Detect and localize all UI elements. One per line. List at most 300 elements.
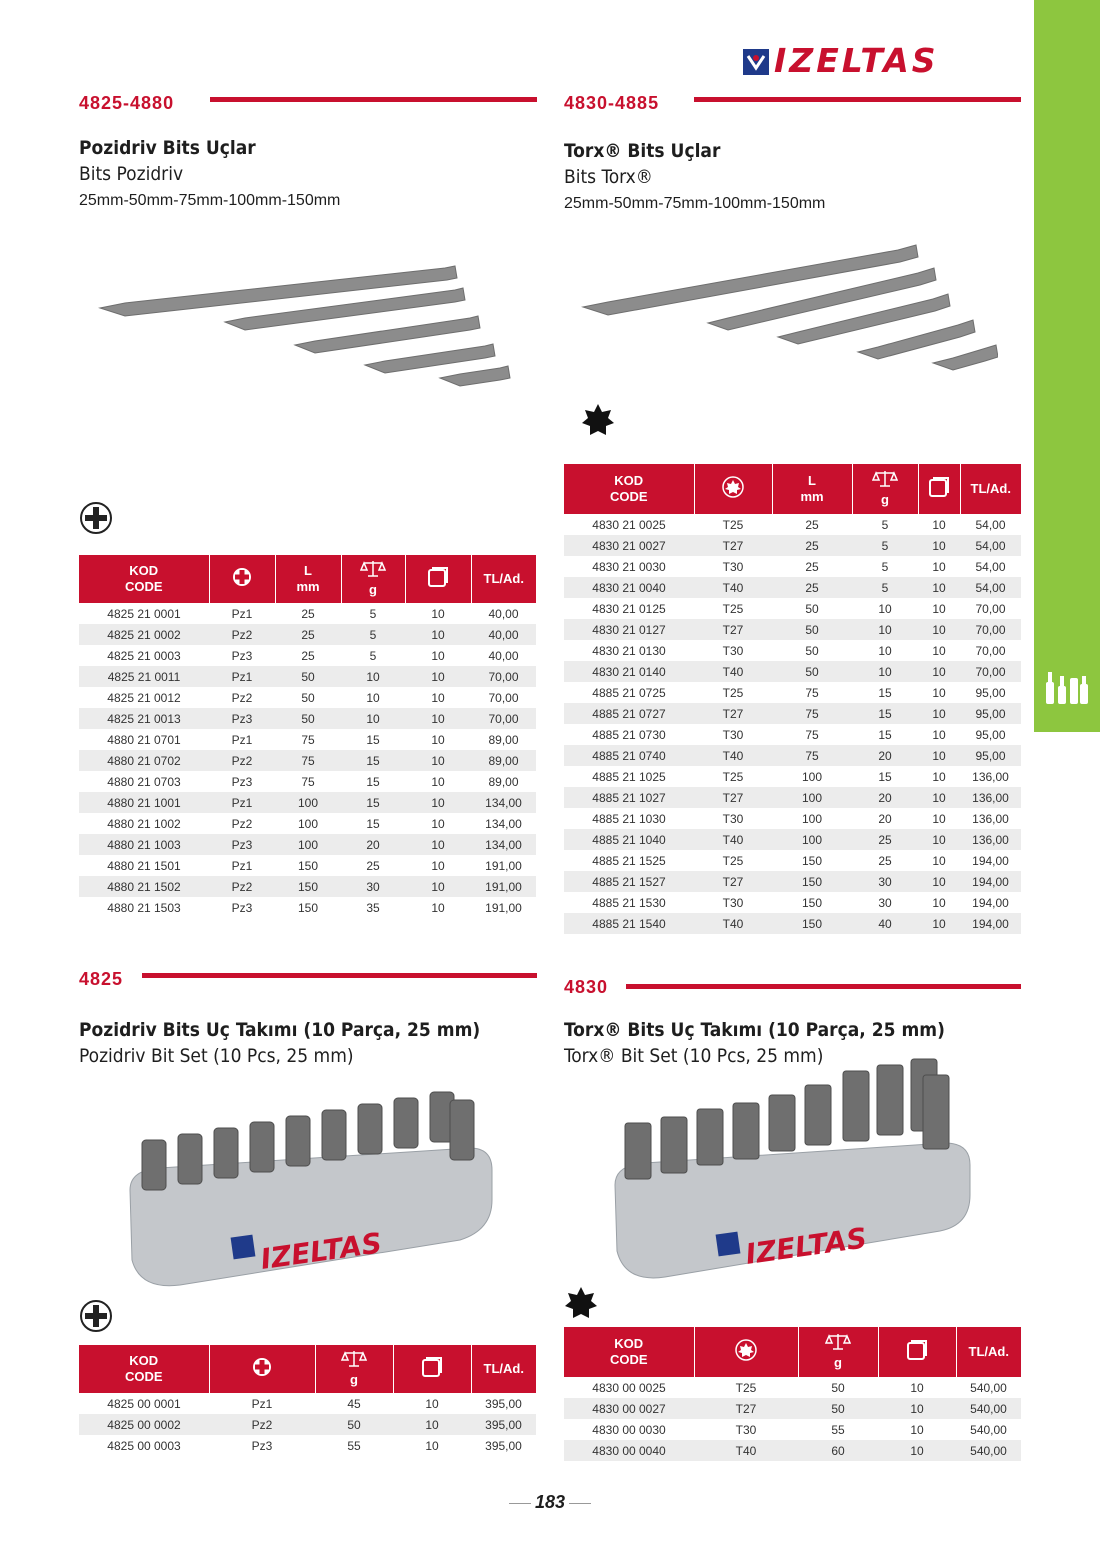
table-cell: 54,00 (960, 577, 1021, 598)
table-cell: 194,00 (972, 895, 1009, 910)
torx-icon (722, 476, 744, 498)
product-title: Torx® Bits Uçlar (564, 140, 721, 162)
table-row (564, 850, 1021, 871)
table-cell: T25 (722, 601, 744, 616)
table-cell: 4830 21 0140 (564, 661, 694, 682)
table-cell: Pz3 (231, 648, 253, 663)
table-cell: T30 (735, 1422, 757, 1437)
header-kod: KOD (614, 473, 644, 488)
table-cell: 40,00 (488, 606, 519, 621)
pozidriv-icon (232, 567, 252, 587)
table-cell: 75 (805, 727, 819, 742)
table-cell: T27 (694, 619, 772, 640)
table-cell: T27 (694, 871, 772, 892)
table-cell: 10 (405, 876, 471, 897)
table-cell: Pz3 (231, 774, 253, 789)
brand-wordmark: IZELTAS (774, 41, 939, 80)
product-subtitle: Pozidriv Bit Set (10 Pcs, 25 mm) (79, 1045, 354, 1067)
table-cell: T30 (722, 811, 744, 826)
table-cell: 10 (405, 708, 471, 729)
table-cell: 10 (852, 661, 918, 682)
table-cell: 4880 21 1501 (107, 858, 181, 873)
product-subtitle: Bits Pozidriv (79, 163, 184, 185)
table-cell: 25 (852, 829, 918, 850)
table-cell: 4885 21 1527 (564, 871, 694, 892)
table-row (564, 619, 1021, 640)
pozidriv-bit-set-image (120, 1070, 500, 1290)
header-price: TL/Ad. (956, 1327, 1021, 1377)
size-range: 25mm-50mm-75mm-100mm-150mm (564, 195, 826, 212)
table-cell: 4885 21 1025 (592, 769, 666, 784)
table-cell: 4885 21 1525 (592, 853, 666, 868)
table-cell: T25 (722, 853, 744, 868)
table-cell: 40,00 (471, 624, 536, 645)
table-cell: 150 (772, 913, 852, 934)
table-cell: 30 (878, 895, 892, 910)
box-icon (906, 1339, 928, 1361)
header-price: TL/Ad. (960, 464, 1021, 514)
table-cell: 50 (805, 643, 819, 658)
table-row (79, 834, 536, 855)
table-cell: Pz2 (209, 1414, 315, 1435)
table-cell: 10 (918, 829, 960, 850)
table-cell: 5 (852, 535, 918, 556)
table-cell: 10 (431, 606, 445, 621)
table-cell: 25 (301, 606, 315, 621)
set-brand-text: IZELTAS (743, 1221, 869, 1271)
product-subtitle: Torx® Bit Set (10 Pcs, 25 mm) (564, 1045, 824, 1067)
table-cell: 10 (932, 559, 946, 574)
table-row (564, 1377, 1021, 1398)
table-row (79, 1393, 536, 1414)
table-cell: 50 (772, 619, 852, 640)
table-cell: 15 (366, 732, 380, 747)
category-sidebar (1034, 0, 1100, 732)
table-cell: 5 (341, 624, 405, 645)
table-cell: 4880 21 1502 (79, 876, 209, 897)
table-row (564, 1419, 1021, 1440)
table-cell: 50 (831, 1380, 845, 1395)
table-cell: Pz2 (209, 876, 275, 897)
divider (626, 984, 1021, 989)
table-cell: 136,00 (960, 829, 1021, 850)
table-cell: 136,00 (960, 787, 1021, 808)
table-cell: 10 (431, 648, 445, 663)
set-brand-text: IZELTAS (258, 1226, 384, 1276)
table-cell: 70,00 (975, 643, 1006, 658)
table-row (564, 787, 1021, 808)
table-cell: 10 (425, 1438, 439, 1453)
page-number-text: 183 (534, 1492, 566, 1512)
table-cell: 20 (852, 787, 918, 808)
table-cell: 191,00 (471, 876, 536, 897)
table-cell: 10 (393, 1414, 471, 1435)
table-cell: 55 (831, 1422, 845, 1437)
table-cell: 150 (801, 853, 823, 868)
header-mm: mm (800, 489, 824, 504)
brand-logo (742, 41, 1010, 80)
table-cell: 136,00 (972, 769, 1009, 784)
table-cell: 55 (347, 1438, 361, 1453)
table-cell: 100 (772, 829, 852, 850)
table-cell: 4885 21 0727 (564, 703, 694, 724)
table-cell: 4825 21 0001 (107, 606, 181, 621)
table-cell: Pz2 (209, 750, 275, 771)
table-cell: 70,00 (975, 601, 1006, 616)
header-mm: mm (296, 579, 320, 594)
table-cell: 4830 21 0030 (592, 559, 666, 574)
table-row (564, 724, 1021, 745)
table-cell: 10 (918, 661, 960, 682)
torx-bits-image (578, 235, 998, 375)
table-row (564, 556, 1021, 577)
table-cell: 15 (341, 792, 405, 813)
divider (210, 97, 537, 102)
table-cell: 134,00 (471, 792, 536, 813)
scale-icon (825, 1333, 851, 1351)
product-title: Pozidriv Bits Uç Takımı (10 Parça, 25 mm) (79, 1019, 481, 1041)
table-cell: 4885 21 1040 (564, 829, 694, 850)
table-cell: T30 (722, 559, 744, 574)
header-kod: KOD (129, 1353, 159, 1368)
table-cell: 45 (347, 1396, 361, 1411)
header-length: L (808, 473, 816, 488)
table-cell: Pz1 (231, 732, 253, 747)
table-row (564, 703, 1021, 724)
table-cell: Pz1 (209, 666, 275, 687)
table-cell: 150 (275, 876, 341, 897)
table-row (79, 603, 536, 624)
table-cell: T25 (722, 517, 744, 532)
table-cell: 10 (918, 745, 960, 766)
table-cell: 134,00 (485, 816, 522, 831)
table-cell: 194,00 (960, 871, 1021, 892)
table-row (79, 792, 536, 813)
table-cell: 95,00 (975, 727, 1006, 742)
table-cell: 10 (932, 853, 946, 868)
table-cell: 50 (275, 666, 341, 687)
table-cell: Pz1 (231, 606, 253, 621)
header-code: CODE (609, 489, 648, 504)
table-row (564, 661, 1021, 682)
table-cell: 10 (918, 535, 960, 556)
table-cell: 4830 00 0027 (564, 1398, 694, 1419)
table-row (564, 1398, 1021, 1419)
table-row (79, 624, 536, 645)
table-cell: 191,00 (485, 858, 522, 873)
table-row (79, 1414, 536, 1435)
table-cell: 70,00 (960, 661, 1021, 682)
table-cell: T40 (694, 1440, 798, 1461)
table-cell: 4885 21 1030 (592, 811, 666, 826)
table-row (564, 514, 1021, 535)
table-cell: 5 (369, 606, 377, 621)
table-cell: Pz3 (209, 708, 275, 729)
table-cell: 75 (772, 745, 852, 766)
table-row (79, 855, 536, 876)
table-cell: 150 (772, 871, 852, 892)
table-row (564, 766, 1021, 787)
table-row (564, 1440, 1021, 1461)
table-cell: 50 (772, 661, 852, 682)
table-cell: 15 (366, 774, 380, 789)
header-weight: g (881, 492, 889, 507)
pozidriv-icon (80, 1300, 112, 1332)
table-cell: 15 (341, 750, 405, 771)
pozidriv-icon (80, 502, 112, 534)
table-cell: 10 (405, 750, 471, 771)
table-cell: 4885 21 0730 (592, 727, 666, 742)
table-cell: 54,00 (975, 559, 1006, 574)
product-title: Torx® Bits Uç Takımı (10 Parça, 25 mm) (564, 1019, 945, 1041)
table-cell: 100 (772, 787, 852, 808)
table-cell: Pz3 (231, 900, 253, 915)
bits-category-icon (1044, 664, 1090, 708)
header-price: TL/Ad. (471, 555, 536, 603)
table-cell: 10 (341, 666, 405, 687)
table-cell: 540,00 (956, 1398, 1021, 1419)
pozidriv-set-table (79, 1345, 536, 1456)
table-cell: T25 (735, 1380, 757, 1395)
header-length: L (304, 563, 312, 578)
table-cell: 10 (918, 703, 960, 724)
table-row (79, 750, 536, 771)
table-row (564, 577, 1021, 598)
table-cell: 25 (275, 624, 341, 645)
torx-bits-table (564, 464, 1021, 934)
table-cell: 20 (341, 834, 405, 855)
section-code: 4830-4885 (564, 93, 660, 113)
table-cell: 540,00 (970, 1422, 1007, 1437)
table-cell: 50 (315, 1414, 393, 1435)
table-row (79, 708, 536, 729)
table-cell: 10 (932, 643, 946, 658)
table-cell: 40 (852, 913, 918, 934)
table-cell: Pz3 (251, 1438, 273, 1453)
table-row (564, 892, 1021, 913)
pozidriv-bits-table (79, 555, 536, 918)
table-cell: 4880 21 0701 (107, 732, 181, 747)
header-price: TL/Ad. (471, 1345, 536, 1393)
table-row (564, 598, 1021, 619)
product-subtitle: Bits Torx® (564, 166, 653, 188)
pozidriv-icon (252, 1357, 272, 1377)
table-cell: 30 (852, 871, 918, 892)
table-cell: 25 (878, 853, 892, 868)
table-cell: 25 (772, 577, 852, 598)
table-cell: Pz1 (231, 858, 253, 873)
table-cell: 95,00 (960, 745, 1021, 766)
size-range: 25mm-50mm-75mm-100mm-150mm (79, 192, 341, 209)
table-cell: 20 (878, 811, 892, 826)
table-cell: 4885 21 0740 (564, 745, 694, 766)
table-cell: 20 (852, 745, 918, 766)
table-cell: 4830 21 0025 (592, 517, 666, 532)
table-cell: 10 (878, 1440, 956, 1461)
table-cell: 10 (431, 690, 445, 705)
table-cell: 70,00 (471, 666, 536, 687)
table-cell: 60 (798, 1440, 878, 1461)
table-cell: 4830 21 0125 (592, 601, 666, 616)
table-cell: T25 (722, 769, 744, 784)
table-row (79, 666, 536, 687)
table-cell: 134,00 (471, 834, 536, 855)
table-row (564, 808, 1021, 829)
table-cell: 50 (805, 601, 819, 616)
table-cell: 4885 21 1530 (592, 895, 666, 910)
table-cell: 15 (366, 816, 380, 831)
table-cell: 4825 21 0011 (79, 666, 209, 687)
table-cell: 10 (932, 895, 946, 910)
table-cell: 5 (881, 559, 889, 574)
table-cell: 10 (910, 1380, 924, 1395)
table-cell: 15 (878, 685, 892, 700)
table-cell: T30 (722, 643, 744, 658)
table-cell: T30 (722, 895, 744, 910)
box-icon (928, 476, 950, 498)
table-cell: 100 (275, 834, 341, 855)
torx-icon (564, 1286, 598, 1320)
table-cell: 54,00 (960, 535, 1021, 556)
table-cell: 10 (405, 792, 471, 813)
table-cell: Pz2 (231, 816, 253, 831)
table-cell: 10 (852, 619, 918, 640)
table-cell: 4830 21 0040 (564, 577, 694, 598)
table-cell: 100 (275, 792, 341, 813)
section-code: 4830 (564, 977, 609, 997)
table-row (79, 813, 536, 834)
table-row (564, 535, 1021, 556)
table-row (79, 771, 536, 792)
table-cell: 10 (910, 1422, 924, 1437)
table-cell: 150 (801, 895, 823, 910)
table-cell: 10 (425, 1396, 439, 1411)
table-cell: 4825 00 0003 (107, 1438, 181, 1453)
header-code: CODE (609, 1352, 648, 1367)
section-code: 4825-4880 (79, 93, 175, 113)
table-cell: 150 (297, 900, 319, 915)
table-cell: 50 (798, 1398, 878, 1419)
table-cell: 4830 00 0040 (564, 1440, 694, 1461)
table-cell: T30 (722, 727, 744, 742)
product-title: Pozidriv Bits Uçlar (79, 137, 256, 159)
table-cell: 194,00 (960, 913, 1021, 934)
table-cell: 10 (431, 816, 445, 831)
table-cell: T25 (722, 685, 744, 700)
table-row (564, 745, 1021, 766)
table-row (79, 687, 536, 708)
table-cell: 4830 00 0025 (592, 1380, 666, 1395)
table-cell: 40,00 (488, 648, 519, 663)
table-row (564, 682, 1021, 703)
table-cell: 50 (275, 708, 341, 729)
table-cell: 10 (918, 577, 960, 598)
table-cell: T27 (694, 1398, 798, 1419)
table-cell: Pz3 (209, 834, 275, 855)
table-cell: 75 (301, 774, 315, 789)
torx-set-table (564, 1327, 1021, 1461)
table-cell: T27 (694, 703, 772, 724)
table-cell: 100 (801, 769, 823, 784)
table-row (79, 729, 536, 750)
table-cell: 4880 21 1503 (107, 900, 181, 915)
table-cell: 4830 00 0030 (592, 1422, 666, 1437)
torx-icon (735, 1339, 757, 1361)
table-cell: T40 (694, 577, 772, 598)
header-weight: g (834, 1355, 842, 1370)
table-cell: 191,00 (485, 900, 522, 915)
table-cell: 50 (301, 690, 315, 705)
table-cell: 150 (297, 858, 319, 873)
table-row (79, 876, 536, 897)
table-cell: 4825 00 0001 (107, 1396, 181, 1411)
table-cell: 10 (405, 624, 471, 645)
table-cell: 10 (932, 727, 946, 742)
table-cell: 10 (918, 913, 960, 934)
table-row (564, 913, 1021, 934)
table-cell: Pz1 (251, 1396, 273, 1411)
scale-icon (872, 470, 898, 488)
table-cell: 10 (932, 811, 946, 826)
table-cell: 5 (881, 517, 889, 532)
table-cell: 10 (431, 858, 445, 873)
header-code: CODE (124, 579, 163, 594)
table-cell: 10 (932, 769, 946, 784)
table-cell: T40 (694, 745, 772, 766)
page-number (500, 1492, 600, 1513)
table-cell: 95,00 (975, 685, 1006, 700)
table-cell: Pz1 (209, 792, 275, 813)
table-cell: 4880 21 0703 (107, 774, 181, 789)
table-cell: T27 (694, 787, 772, 808)
header-weight: g (350, 1372, 358, 1387)
table-cell: T40 (694, 661, 772, 682)
table-cell: 4880 21 1001 (79, 792, 209, 813)
box-icon (421, 1356, 443, 1378)
table-cell: 25 (805, 517, 819, 532)
table-cell: 10 (878, 1398, 956, 1419)
table-cell: T27 (694, 535, 772, 556)
table-cell: 4880 21 1002 (107, 816, 181, 831)
table-cell: 4825 21 0003 (107, 648, 181, 663)
table-cell: 25 (772, 535, 852, 556)
torx-icon (581, 403, 615, 437)
table-cell: 70,00 (960, 619, 1021, 640)
header-kod: KOD (129, 563, 159, 578)
divider (142, 973, 537, 978)
table-cell: 15 (878, 727, 892, 742)
table-cell: 5 (852, 577, 918, 598)
table-cell: 10 (918, 871, 960, 892)
brand-emblem-icon (742, 48, 770, 76)
table-cell: 4885 21 0725 (592, 685, 666, 700)
pozidriv-bits-image (95, 250, 515, 390)
table-cell: 95,00 (960, 703, 1021, 724)
table-cell: 4830 21 0027 (564, 535, 694, 556)
table-cell: 15 (852, 703, 918, 724)
table-cell: 10 (431, 774, 445, 789)
table-cell: 395,00 (471, 1414, 536, 1435)
table-cell: 75 (772, 703, 852, 724)
scale-icon (360, 560, 386, 578)
box-icon (427, 566, 449, 588)
table-cell: 10 (431, 900, 445, 915)
table-cell: 4885 21 1540 (564, 913, 694, 934)
table-cell: Pz2 (209, 624, 275, 645)
table-cell: 10 (405, 666, 471, 687)
table-cell: 4825 00 0002 (79, 1414, 209, 1435)
table-cell: 75 (805, 685, 819, 700)
